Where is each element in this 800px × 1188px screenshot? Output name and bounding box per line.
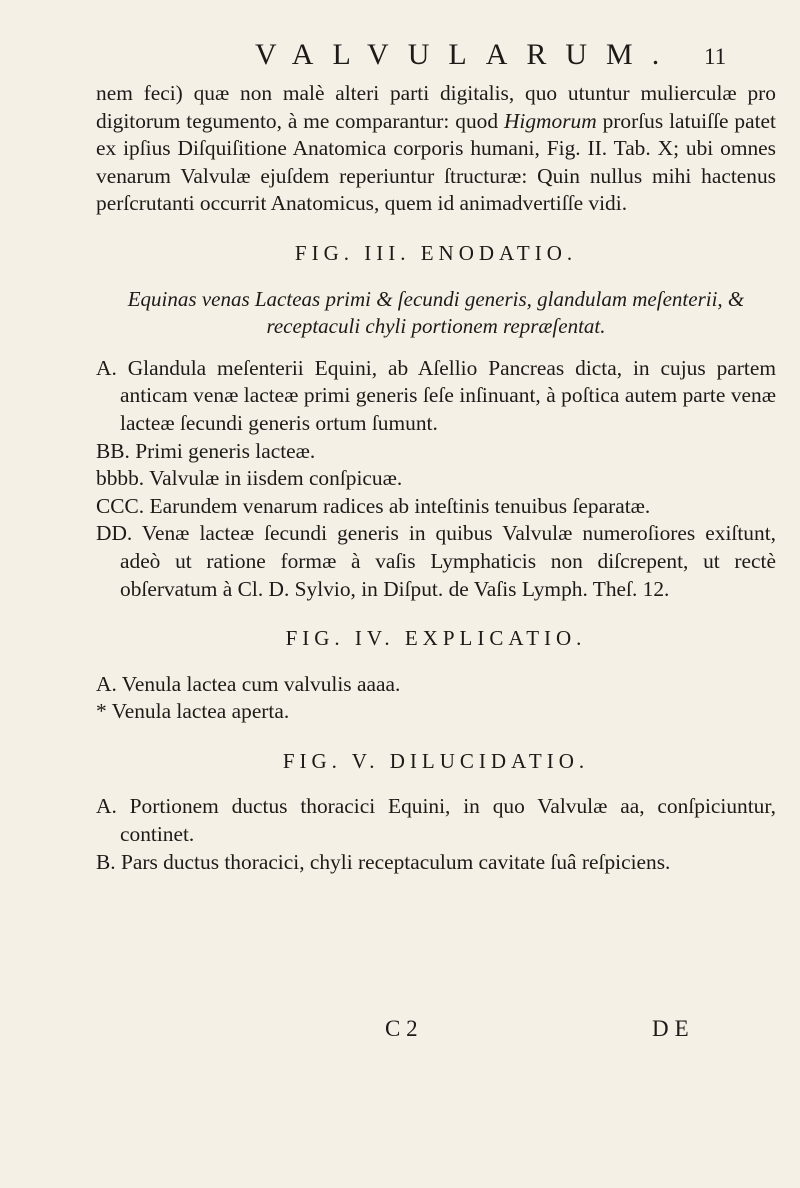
item-key: DD.	[96, 521, 133, 546]
fig3-item	[96, 493, 776, 521]
item-text: Venæ lacteæ ſecundi generis in quibus Valvulæ numeroſiores exiſtunt, adeò ut ratione formæ à vaſis Lymphaticis non diſcrepent, ut rectè obſervatum à Cl. D. Sylvio, in Diſput. de Vaſis Lymph. Theſ. 12.	[120, 521, 776, 601]
fig5-heading: FIG. V. DILUCIDATIO.	[282, 748, 590, 773]
page-number: 11	[704, 44, 727, 69]
fig5-item	[96, 849, 776, 877]
fig4-heading: FIG. IV. EXPLICATIO.	[285, 626, 587, 651]
item-text: Pars ductus thoracici, chyli receptaculum cavitate ſuâ reſpiciens.	[120, 849, 671, 874]
fig3-item	[96, 465, 776, 493]
signature-mark: C 2	[385, 1016, 418, 1041]
item-key: CCC.	[96, 493, 145, 518]
fig3-item	[96, 520, 776, 603]
intro-paragraph	[96, 80, 776, 218]
page-footer	[0, 1016, 800, 1052]
item-key: A.	[96, 671, 117, 696]
item-key: A.	[96, 355, 117, 380]
fig4-item	[96, 671, 776, 699]
running-title: VALVULARUM.	[255, 38, 679, 71]
intro-text-1: nem feci) quæ non malè alteri parti digitalis, quo utuntur mulierculæ pro digitorum tegumento, à me comparantur: quod	[96, 81, 776, 133]
body-text	[96, 80, 776, 876]
fig3-caption: Equinas venas Lacteas primi & ſecundi generis, glandulam meſenterii, & receptaculi chyli portionem repræſentat.	[127, 286, 745, 339]
fig5-item	[96, 793, 776, 848]
item-text: Glandula meſenterii Equini, ab Aſellio Pancreas dicta, in cujus partem anticam venæ lacteæ primi generis ſeſe inſinuant, à poſtica autem parte venæ lacteæ ſecundi generis ortum ſumunt.	[120, 355, 776, 435]
item-text: Venula lactea cum valvulis aaaa.	[121, 671, 401, 696]
item-key: A.	[96, 794, 117, 819]
item-text: Primi generis lacteæ.	[135, 438, 316, 463]
item-key: BB.	[96, 438, 130, 463]
fig3-item	[96, 438, 776, 466]
item-text: Earundem venarum radices ab inteſtinis tenuibus ſeparatæ.	[149, 493, 651, 518]
item-key: bbbb.	[96, 466, 145, 491]
item-text: Valvulæ in iisdem conſpicuæ.	[149, 466, 403, 491]
catchword: DE	[652, 1016, 695, 1041]
intro-italic-name: Higmorum	[503, 108, 597, 133]
fig3-heading: FIG. III. ENODATIO.	[294, 240, 578, 265]
fig4-item	[96, 698, 776, 726]
page-header	[0, 38, 800, 78]
item-key: B.	[96, 849, 116, 874]
item-key: *	[96, 699, 107, 724]
intro-text-2: prorſus latuiſſe patet ex ipſius Diſquiſitione Anatomica corporis humani, Fig. II. Tab. X; ubi omnes venarum Valvulæ ejuſdem reperiuntur ſtructuræ: Quin nullus mihi hactenus perſcrutanti occurrit Anatomicus, quem id animadvertiſſe vidi.	[96, 108, 776, 216]
fig3-item	[96, 355, 776, 438]
item-text: Portionem ductus thoracici Equini, in quo Valvulæ aa, conſpiciuntur, continet.	[120, 794, 776, 847]
item-text: Venula lactea aperta.	[111, 699, 290, 724]
